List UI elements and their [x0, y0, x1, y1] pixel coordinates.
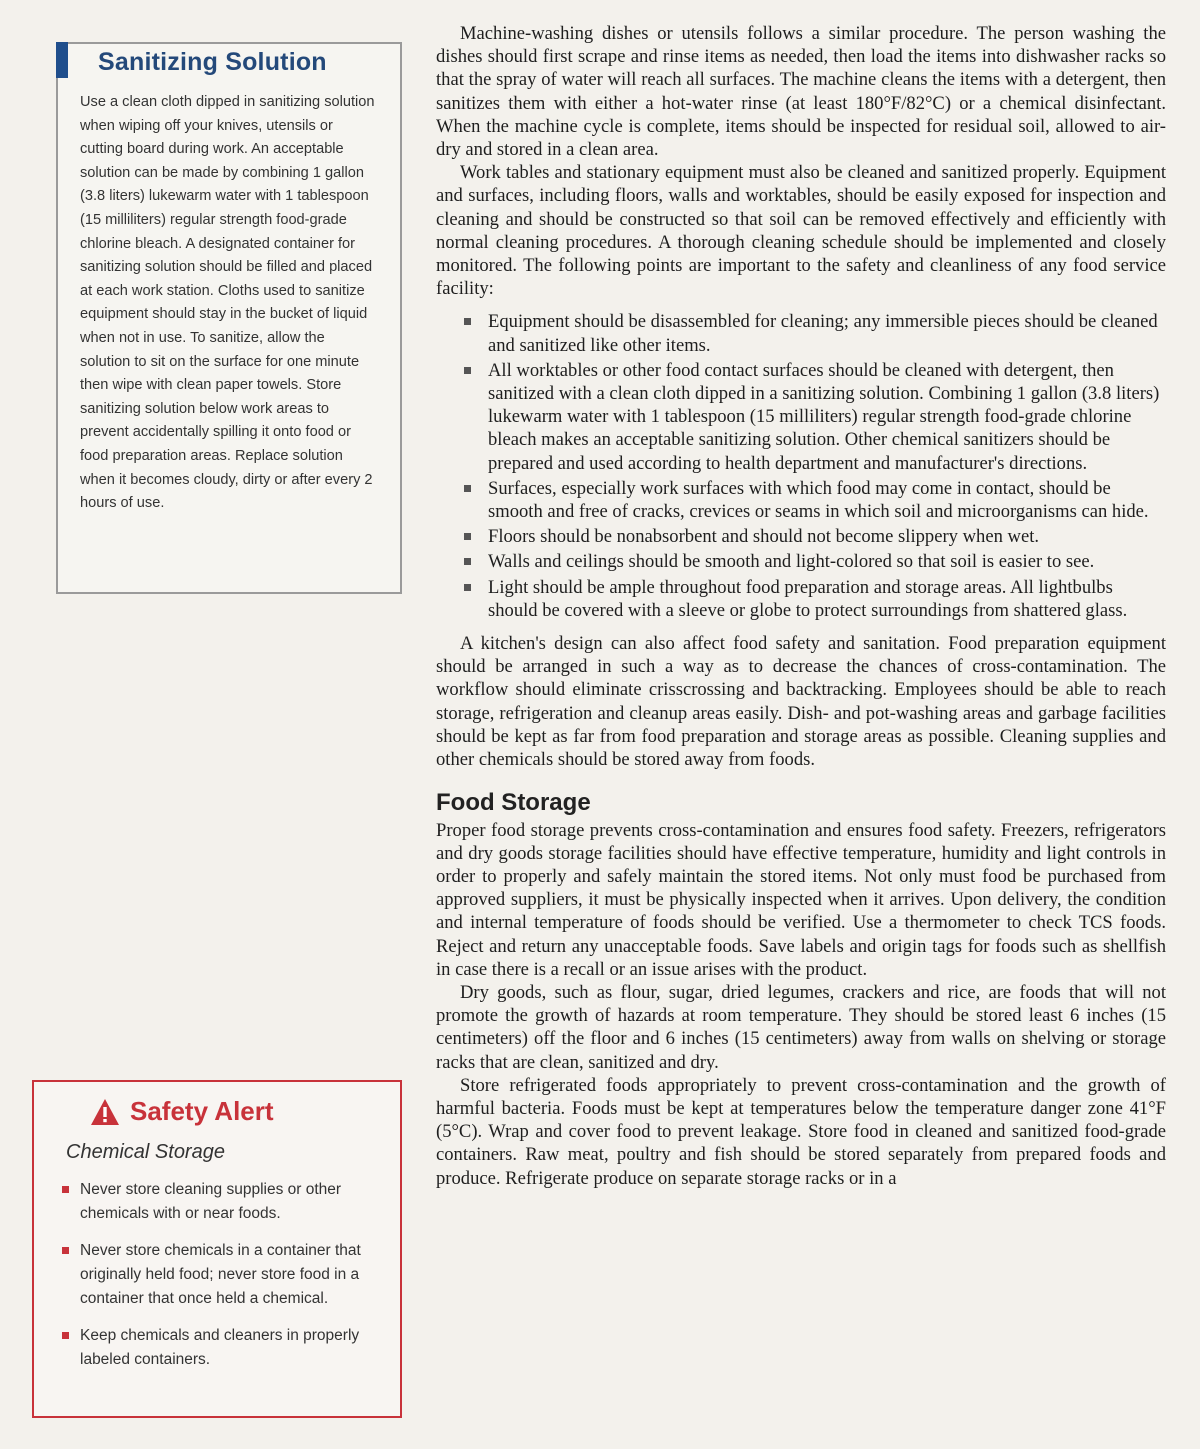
bullet-square-icon [464, 318, 471, 325]
safety-alert-list [56, 1178, 382, 1372]
main-column [436, 22, 1166, 1190]
paragraph-machine-washing: Machine-washing dishes or utensils follows a similar procedure. The person washing the dishes should first scrape and rinse items as needed, then load the items into dishwasher racks so that the spray of water will reach all surfaces. The machine cleans the items with a detergent, then sanitizes them with either a hot-water rinse (at least 180°F/82°C) or a chemical disinfectant. When the machine cycle is complete, items should be inspected for residual soil, allowed to air-dry and stored in a clean area. [436, 23, 1166, 161]
paragraph-food-storage: Proper food storage prevents cross-contamination and ensures food safety. Freezers, refrigerators and dry goods storage facilities should have effective temperature, humidity and light controls in order to properly and safely maintain the stored items. Not only must food be purchased from approved suppliers, it must be physically inspected when it arrives. Upon delivery, the condition and internal temperature of foods should be verified. Use a thermometer to check TCS foods. Reject and return any unacceptable foods. Save labels and origin tags for foods such as shellfish in case there is a recall or an issue arises with the product. [436, 819, 1166, 980]
bullet-square-icon [464, 584, 471, 591]
facility-points-list [436, 310, 1166, 622]
sanitizing-solution-sidebar [56, 42, 402, 594]
section-title-food-storage: Food Storage [436, 789, 591, 817]
bullet-square-icon [62, 1332, 69, 1339]
bullet-square-icon [62, 1186, 69, 1193]
safety-alert-header [90, 1096, 382, 1127]
list-item: All worktables or other food contact surfaces should be cleaned with detergent, then sanitized with a clean cloth dipped in a sanitizing solution. Combining 1 gallon (3.8 liters) lukewarm water with 1 tablespoon (15 milliliters) regular strength food-grade chlorine bleach makes an acceptable sanitizing solution. Other chemical sanitizers should be prepared and used according to health department and manufacturer's directions. [436, 359, 1166, 475]
paragraph-dry-goods: Dry goods, such as flour, sugar, dried legumes, crackers and rice, are foods that will not promote the growth of hazards at room temperature. They should be stored least 6 inches (15 centimeters) off the floor and 6 inches (15 centimeters) away from walls on shelving or storage racks that are clean, sanitized and dry. [436, 981, 1166, 1073]
bullet-square-icon [464, 533, 471, 540]
paragraph-work-tables: Work tables and stationary equipment must also be cleaned and sanitized properly. Equipment and surfaces, including floors, walls and worktables, should be easily exposed for inspection and cleaning and should be constructed so that soil can be removed effectively and efficiently with normal cleaning procedures. A thorough cleaning schedule should be implemented and closely monitored. The following points are important to the safety and cleanliness of any food service facility: [436, 162, 1166, 300]
safety-alert-subtitle: Chemical Storage [66, 1141, 225, 1163]
bullet-square-icon [464, 558, 471, 565]
list-item: Never store cleaning supplies or other chemicals with or near foods. [56, 1178, 382, 1226]
safety-alert-box [32, 1080, 402, 1418]
bullet-square-icon [62, 1247, 69, 1254]
paragraph-refrigerated-foods: Store refrigerated foods appropriately to prevent cross-contamination and the growth of harmful bacteria. Foods must be kept at temperatures below the temperature danger zone 41°F (5°C). Wrap and cover food to prevent leakage. Store food in cleaned and sanitized food-grade containers. Raw meat, poultry and fish should be stored separately from prepared foods and produce. Refrigerate produce on separate storage racks or in a [436, 1074, 1166, 1189]
sidebar-text: Use a clean cloth dipped in sanitizing solution when wiping off your knives, utensils or cutting board during work. An acceptable solution can be made by combining 1 gallon (3.8 liters) lukewarm water with 1 tablespoon (15 milliliters) regular strength food-grade chlorine bleach. A designated container for sanitizing solution should be filled and placed at each work station. Cloths used to sanitize equipment should stay in the bucket of liquid when not in use. To sanitize, allow the solution to sit on the surface for one minute then wipe with clean paper towels. Store sanitizing solution below work areas to prevent accidentally spilling it onto food or food preparation areas. Replace solution when it becomes cloudy, dirty or after every 2 hours of use. [80, 94, 375, 512]
safety-alert-title: Safety Alert [130, 1096, 274, 1126]
list-item: Never store chemicals in a container that originally held food; never store food in a container that once held a chemical. [56, 1239, 382, 1311]
sidebar-title: Sanitizing Solution [98, 48, 327, 76]
list-item: Surfaces, especially work surfaces with which food may come in contact, should be smooth and free of cracks, crevices or seams in which soil and microorganisms can hide. [436, 477, 1166, 523]
warning-icon [90, 1098, 120, 1126]
paragraph-kitchen-design: A kitchen's design can also affect food safety and sanitation. Food preparation equipment should be arranged in such a way as to decrease the chances of cross-contamination. The workflow should eliminate crisscrossing and backtracking. Employees should be able to reach storage, refrigeration and cleanup areas easily. Dish- and pot-washing areas and garbage facilities should be kept as far from food preparation and storage areas as possible. Cleaning supplies and other chemicals should be stored away from foods. [436, 633, 1166, 771]
sidebar-accent-bar [56, 42, 68, 78]
bullet-square-icon [464, 367, 471, 374]
list-item: Light should be ample throughout food preparation and storage areas. All lightbulbs should be covered with a sleeve or globe to protect surroundings from shattered glass. [436, 576, 1166, 622]
list-item: Walls and ceilings should be smooth and light-colored so that soil is easier to see. [436, 550, 1166, 573]
bullet-square-icon [464, 485, 471, 492]
list-item: Floors should be nonabsorbent and should not become slippery when wet. [436, 525, 1166, 548]
list-item: Equipment should be disassembled for cleaning; any immersible pieces should be cleaned and sanitized like other items. [436, 310, 1166, 356]
list-item: Keep chemicals and cleaners in properly labeled containers. [56, 1324, 382, 1372]
